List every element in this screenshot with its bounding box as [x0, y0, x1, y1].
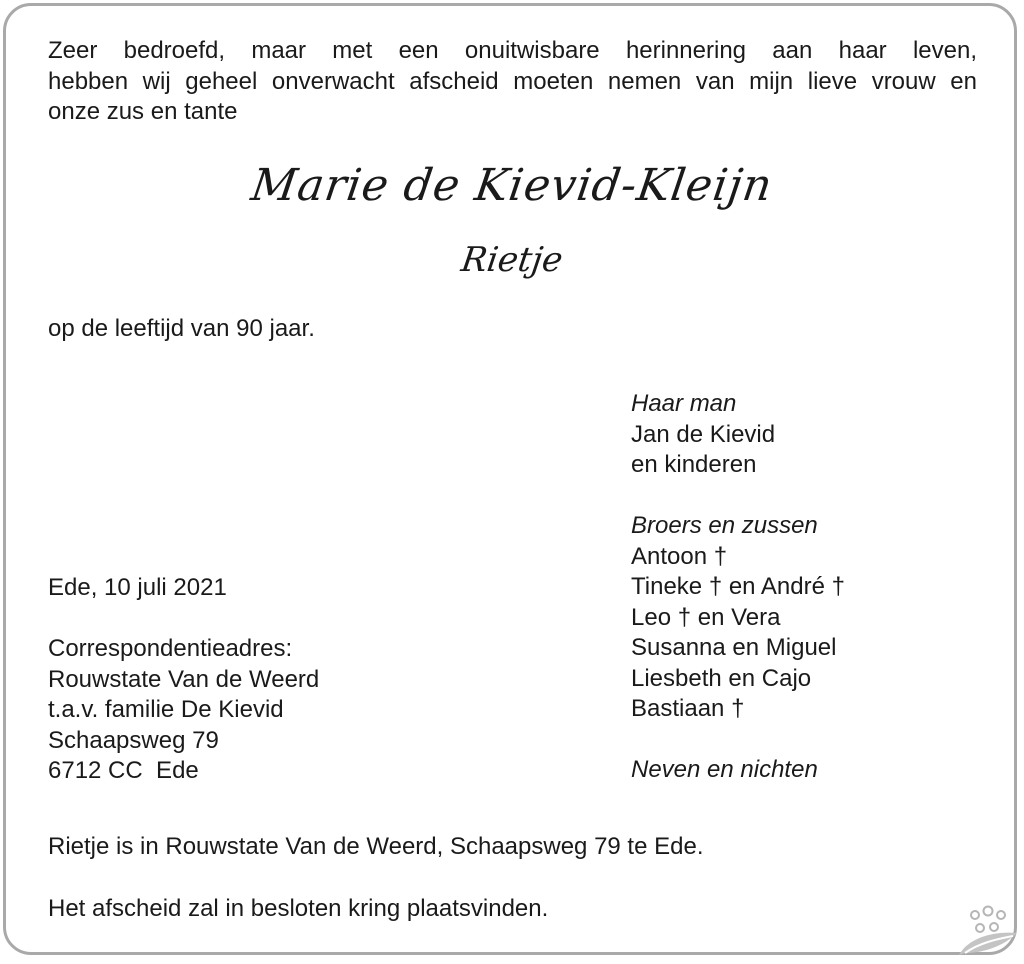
address-line: Schaapsweg 79 — [48, 726, 219, 754]
intro-line-1: Zeer bedroefd, maar met een onuitwisbare herinnering aan haar leven, — [48, 37, 977, 64]
announcement-frame — [3, 3, 1017, 955]
sibling-item: Antoon † — [631, 542, 728, 570]
cousins-heading: Neven en nichten — [631, 756, 818, 783]
intro-paragraph — [48, 36, 977, 128]
place-date: Ede, 10 juli 2021 — [48, 574, 227, 601]
spacer — [631, 481, 845, 512]
sibling-item: Liesbeth en Cajo — [631, 664, 812, 692]
intro-line-3: onze zus en tante — [48, 98, 238, 125]
siblings-heading: Broers en zussen — [631, 512, 818, 539]
deceased-nickname: Rietje — [458, 240, 566, 280]
correspondence-label: Correspondentieadres: — [48, 635, 293, 662]
sibling-item: Leo † en Vera — [631, 603, 781, 631]
deceased-name: Marie de Kievid-Kleijn — [248, 160, 776, 211]
address-block — [48, 573, 319, 787]
husband-name: Jan de Kievid — [631, 420, 776, 448]
address-line: Rouwstate Van de Weerd — [48, 665, 320, 693]
farewell-text: Het afscheid zal in besloten kring plaatsvinden. — [48, 895, 549, 922]
husband-children: en kinderen — [631, 451, 757, 478]
address-line: t.a.v. familie De Kievid — [48, 696, 284, 723]
intro-line-2: hebben wij geheel onverwacht afscheid moeten nemen van mijn lieve vrouw en — [48, 67, 977, 95]
age-text: op de leeftijd van 90 jaar. — [48, 315, 315, 342]
sibling-item: Tineke † en André † — [631, 573, 845, 600]
sibling-item: Susanna en Miguel — [631, 634, 837, 661]
visitation-text: Rietje is in Rouwstate Van de Weerd, Schaapsweg 79 te Ede. — [48, 833, 704, 860]
spacer — [48, 604, 319, 635]
address-line: 6712 CC Ede — [48, 757, 199, 784]
husband-heading: Haar man — [631, 390, 737, 417]
family-list — [631, 389, 845, 786]
sibling-item: Bastiaan † — [631, 695, 745, 722]
family-logo-icon — [955, 903, 1019, 959]
spacer — [631, 725, 845, 756]
